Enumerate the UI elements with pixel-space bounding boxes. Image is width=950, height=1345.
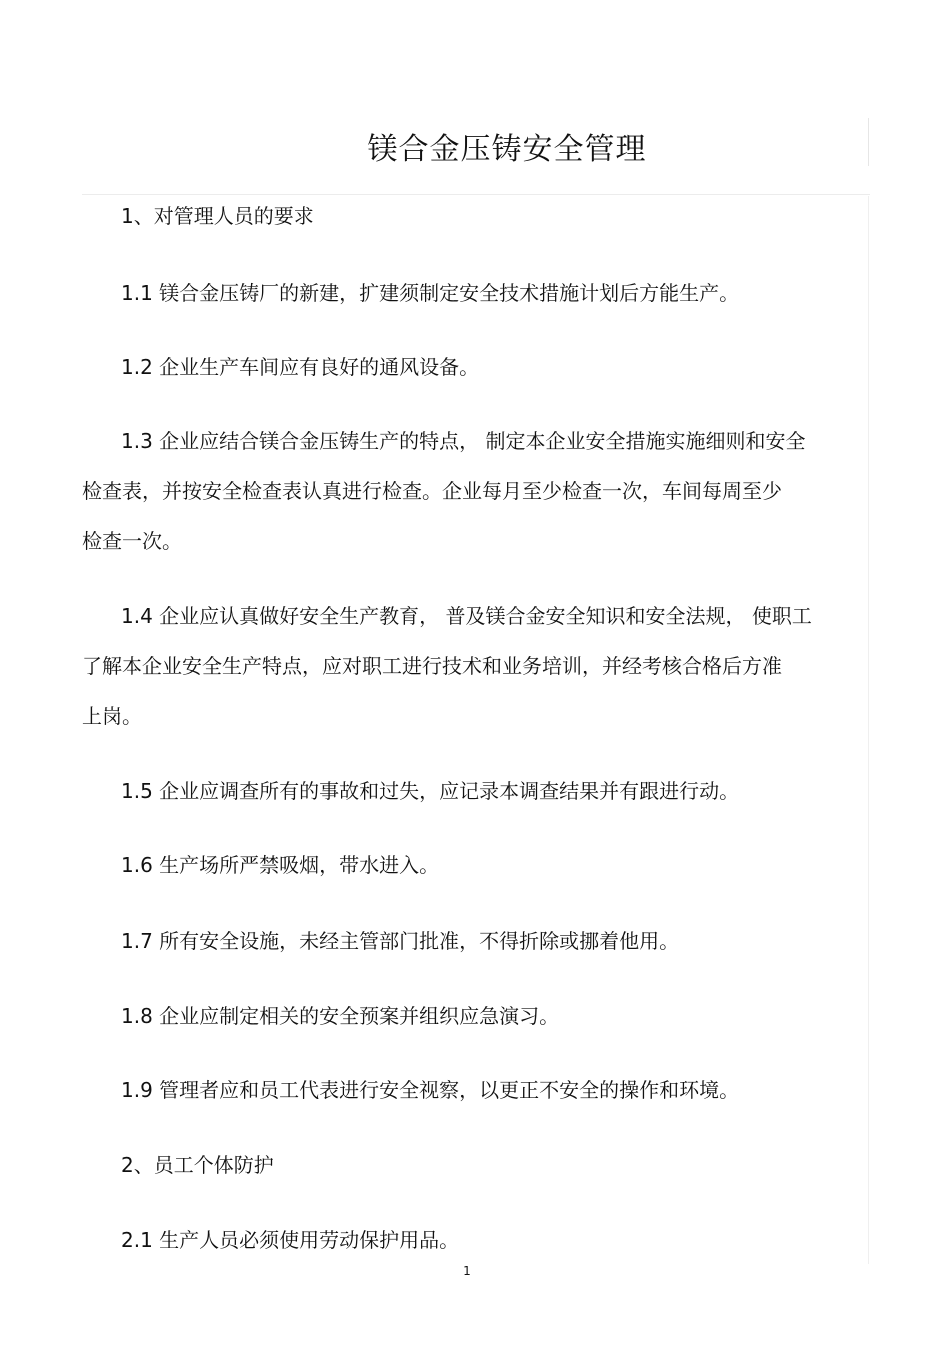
- paragraph-1-2: 1.2 企业生产车间应有良好的通风设备。: [121, 355, 480, 379]
- right-margin-rule: [868, 196, 869, 1264]
- section-heading-2: 2、员工个体防护: [121, 1153, 274, 1177]
- paragraph-1-9: 1.9 管理者应和员工代表进行安全视察，以更正不安全的操作和环境。: [121, 1078, 740, 1102]
- paragraph-1-4-line-2: 了解本企业安全生产特点，应对职工进行技术和业务培训，并经考核合格后方准: [82, 654, 782, 678]
- paragraph-1-3-line-1: 1.3 企业应结合镁合金压铸生产的特点， 制定本企业安全措施实施细则和安全: [121, 429, 806, 453]
- document-title: 镁合金压铸安全管理: [367, 132, 647, 167]
- paragraph-1-4-line-3: 上岗。: [82, 704, 142, 728]
- paragraph-1-1: 1.1 镁合金压铸厂的新建，扩建须制定安全技术措施计划后方能生产。: [121, 281, 740, 305]
- paragraph-1-6: 1.6 生产场所严禁吸烟，带水进入。: [121, 853, 440, 877]
- page-number: 1: [463, 1264, 471, 1278]
- header-divider: [82, 194, 870, 195]
- paragraph-1-5: 1.5 企业应调查所有的事故和过失，应记录本调查结果并有跟进行动。: [121, 779, 740, 803]
- paragraph-1-3-line-3: 检查一次。: [82, 529, 182, 553]
- paragraph-1-3-line-2: 检查表，并按安全检查表认真进行检查。企业每月至少检查一次，车间每周至少: [82, 479, 782, 503]
- paragraph-2-1: 2.1 生产人员必须使用劳动保护用品。: [121, 1228, 460, 1252]
- paragraph-1-8: 1.8 企业应制定相关的安全预案并组织应急演习。: [121, 1004, 560, 1028]
- title-margin-rule: [868, 118, 869, 166]
- paragraph-1-7: 1.7 所有安全设施，未经主管部门批准，不得折除或挪着他用。: [121, 929, 680, 953]
- section-heading-1: 1、对管理人员的要求: [121, 204, 314, 228]
- paragraph-1-4-line-1: 1.4 企业应认真做好安全生产教育， 普及镁合金安全知识和安全法规， 使职工: [121, 604, 812, 628]
